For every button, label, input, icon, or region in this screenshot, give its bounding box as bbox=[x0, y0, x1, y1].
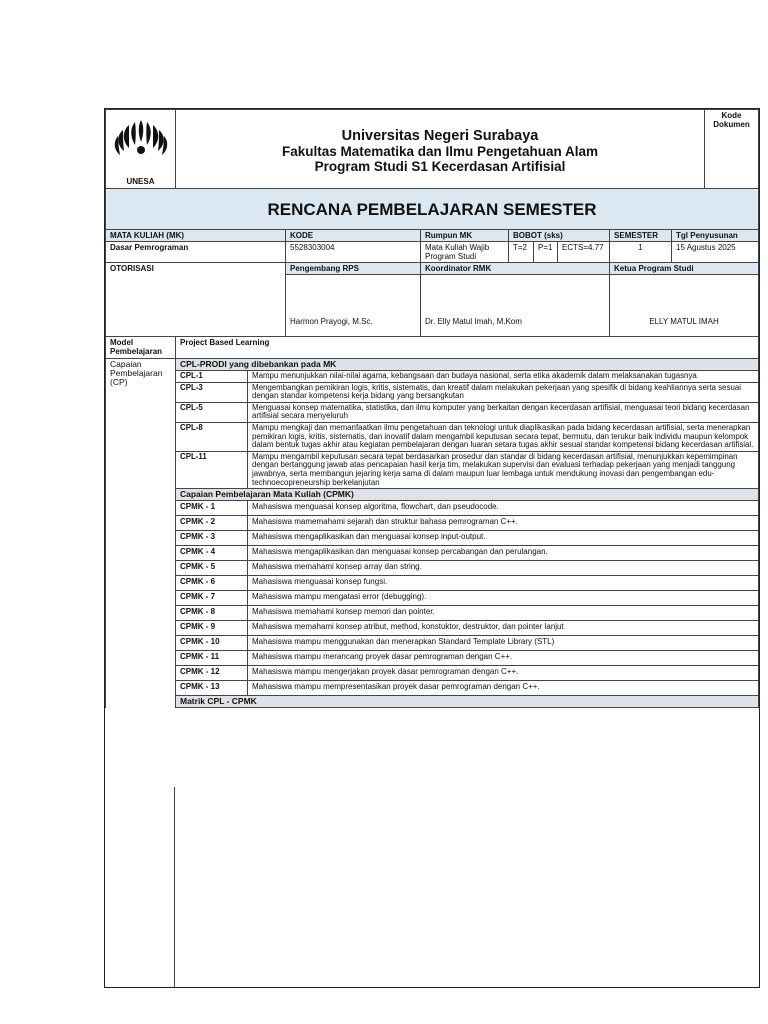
table-row bbox=[106, 591, 759, 606]
cp-table bbox=[105, 336, 759, 708]
bobot-header: BOBOT (sks) bbox=[509, 230, 610, 242]
cpl-code: CPL-11 bbox=[176, 451, 248, 488]
course-p: P=1 bbox=[534, 242, 558, 263]
course-table bbox=[105, 229, 759, 337]
rumpun-header: Rumpun MK bbox=[421, 230, 509, 242]
cpl-code: CPL-5 bbox=[176, 402, 248, 422]
cpmk-code: CPMK - 12 bbox=[176, 666, 248, 681]
table-row bbox=[106, 516, 759, 531]
table-row bbox=[106, 501, 759, 516]
cpl-desc: Mampu menunjukkan nilai-nilai agama, kebangsaan dan budaya nasional, serta etika akademik dalam melaksanakan tugasnya bbox=[248, 371, 759, 383]
table-row bbox=[106, 561, 759, 576]
model-value: Project Based Learning bbox=[176, 337, 759, 359]
kode-header: KODE bbox=[286, 230, 421, 242]
cpmk-code: CPMK - 7 bbox=[176, 591, 248, 606]
table-row bbox=[106, 531, 759, 546]
cpmk-code: CPMK - 4 bbox=[176, 546, 248, 561]
cpl-desc: Mampu mengambil keputusan secara tepat berdasarkan prosedur dan standar di bidang kecerdasan artifisial, menunjukkan kepemimpinan dengan bertanggung jawab atas pencapaian hasil kerja tim, melakukan supervisi dan evaluasi terhadap pekerjaan yang menjadi tanggung jawabnya, serta membangun jejaring kerja sama di dalam maupun luar lembaga untuk mendukung inovasi dan pengembangan edu-technoecopreneurship berkelanjutan bbox=[248, 451, 759, 488]
cpmk-code: CPMK - 10 bbox=[176, 636, 248, 651]
cpmk-desc: Mahasiswa memahami konsep memori dan pointer. bbox=[248, 606, 759, 621]
doc-code-label: Kode Dokumen bbox=[705, 110, 759, 189]
unesa-logo-icon bbox=[110, 112, 172, 176]
semester-header: SEMESTER bbox=[610, 230, 672, 242]
coord-name: Dr. Elly Matul Imah, M.Kom bbox=[421, 275, 610, 337]
table-row bbox=[106, 422, 759, 451]
institution-block bbox=[176, 110, 705, 189]
cpl-section-title: CPL-PRODI yang dibebankan pada MK bbox=[176, 359, 759, 371]
course-ects: ECTS=4.77 bbox=[558, 242, 610, 263]
table-row bbox=[106, 546, 759, 561]
table-row bbox=[106, 371, 759, 383]
course-rumpun: Mata Kuliah Wajib Program Studi bbox=[421, 242, 509, 263]
model-label: Model Pembelajaran bbox=[106, 337, 176, 359]
tgl-header: Tgl Penyusunan bbox=[672, 230, 759, 242]
rps-document bbox=[104, 108, 760, 988]
dev-name: Harmon Prayogi, M.Sc. bbox=[286, 275, 421, 337]
course-name: Dasar Pemrograman bbox=[106, 242, 286, 263]
logo-cell bbox=[106, 110, 176, 189]
head-name: ELLY MATUL IMAH bbox=[610, 275, 759, 337]
cpmk-desc: Mahasiswa memahami konsep array dan string. bbox=[248, 561, 759, 576]
cpl-desc: Mampu mengkaji dan memanfaatkan ilmu pengetahuan dan teknologi untuk diaplikasikan pada bidang kecerdasan artifisial, serta menerapkan pemikiran logis, kritis, sistematis, dan inovatif dalam mengambil keputusan secara tepat, bermutu, dan terukur baik individu maupun kelompok dalam bentuk tugas akhir atau kegiatan pembelajaran dengan luaran setara tugas akhir sesuai standar kompetensi bidang kecerdasan artifisial. bbox=[248, 422, 759, 451]
table-row bbox=[106, 576, 759, 591]
cpmk-desc: Mahasiswa mamemahami sejarah dan struktur bahasa pemrograman C++. bbox=[248, 516, 759, 531]
table-row bbox=[106, 636, 759, 651]
course-semester: 1 bbox=[610, 242, 672, 263]
page-title: RENCANA PEMBELAJARAN SEMESTER bbox=[106, 189, 759, 230]
course-date: 15 Agustus 2025 bbox=[672, 242, 759, 263]
cpl-desc: Menguasai konsep matematika, statistika, dan ilmu komputer yang berkaitan dengan kecerdasan artifisial, menguasai teori bidang kecerdasan artifisial secara menyeluruh bbox=[248, 402, 759, 422]
cpmk-desc: Mahasiswa mengaplikasikan dan menguasai konsep percabangan dan perulangan. bbox=[248, 546, 759, 561]
cpmk-desc: Mahasiswa mampu mempresentasikan proyek dasar pemrograman dengan C++. bbox=[248, 681, 759, 696]
table-row bbox=[106, 382, 759, 402]
head-label: Ketua Program Studi bbox=[610, 263, 759, 275]
cpmk-code: CPMK - 11 bbox=[176, 651, 248, 666]
cpmk-code: CPMK - 1 bbox=[176, 501, 248, 516]
cpmk-desc: Mahasiswa mampu mengatasi error (debugging). bbox=[248, 591, 759, 606]
table-row bbox=[106, 681, 759, 696]
cpl-code: CPL-3 bbox=[176, 382, 248, 402]
cpmk-code: CPMK - 8 bbox=[176, 606, 248, 621]
table-row bbox=[106, 651, 759, 666]
dev-label: Pengembang RPS bbox=[286, 263, 421, 275]
cpl-desc: Mengembangkan pemikiran logis, kritis, sistematis, dan kreatif dalam melakukan pekerjaan yang spesifik di bidang keahliannya serta sesuai dengan standar kompetensi kerja bidang yang bersangkutan bbox=[248, 382, 759, 402]
coord-label: Koordinator RMK bbox=[421, 263, 610, 275]
cpmk-desc: Mahasiswa mampu menggunakan dan menerapkan Standard Template Library (STL) bbox=[248, 636, 759, 651]
cpmk-code: CPMK - 6 bbox=[176, 576, 248, 591]
cpmk-code: CPMK - 2 bbox=[176, 516, 248, 531]
course-code: 5528303004 bbox=[286, 242, 421, 263]
table-row bbox=[106, 402, 759, 422]
program-name: Program Studi S1 Kecerdasan Artifisial bbox=[314, 159, 566, 174]
header-table bbox=[105, 109, 759, 230]
logo-text: UNESA bbox=[126, 177, 155, 186]
table-row bbox=[106, 606, 759, 621]
table-row bbox=[106, 666, 759, 681]
cpmk-desc: Mahasiswa menguasai konsep fungsi. bbox=[248, 576, 759, 591]
cpmk-desc: Mahasiswa mampu merancang proyek dasar pemrograman dengan C++. bbox=[248, 651, 759, 666]
cpmk-desc: Mahasiswa mengaplikasikan dan menguasai konsep input-output. bbox=[248, 531, 759, 546]
faculty-name: Fakultas Matematika dan Ilmu Pengetahuan Alam bbox=[281, 144, 599, 159]
cpmk-desc: Mahasiswa menguasai konsep algoritma, flowchart, dan pseudocode. bbox=[248, 501, 759, 516]
cpmk-code: CPMK - 3 bbox=[176, 531, 248, 546]
cpmk-section-title: Capaian Pembelajaran Mata Kuliah (CPMK) bbox=[176, 489, 759, 501]
cpl-code: CPL-1 bbox=[176, 371, 248, 383]
course-t: T=2 bbox=[509, 242, 534, 263]
authorization-label: OTORISASI bbox=[106, 263, 286, 337]
table-row bbox=[106, 451, 759, 488]
table-row bbox=[106, 621, 759, 636]
cpmk-code: CPMK - 9 bbox=[176, 621, 248, 636]
cpmk-code: CPMK - 5 bbox=[176, 561, 248, 576]
matrix-section-title: Matrik CPL - CPMK bbox=[176, 696, 759, 708]
cpmk-code: CPMK - 13 bbox=[176, 681, 248, 696]
left-column-continuation bbox=[174, 787, 175, 987]
university-name: Universitas Negeri Surabaya bbox=[341, 128, 539, 144]
cpmk-desc: Mahasiswa mampu mengerjakan proyek dasar pemrograman dengan C++. bbox=[248, 666, 759, 681]
mk-header: MATA KULIAH (MK) bbox=[106, 230, 286, 242]
cpmk-desc: Mahasiswa memahami konsep atribut, method, konstuktor, destruktor, dan pointer lanjut bbox=[248, 621, 759, 636]
cp-label: Capaian Pembelajaran (CP) bbox=[106, 359, 176, 708]
cpl-code: CPL-8 bbox=[176, 422, 248, 451]
